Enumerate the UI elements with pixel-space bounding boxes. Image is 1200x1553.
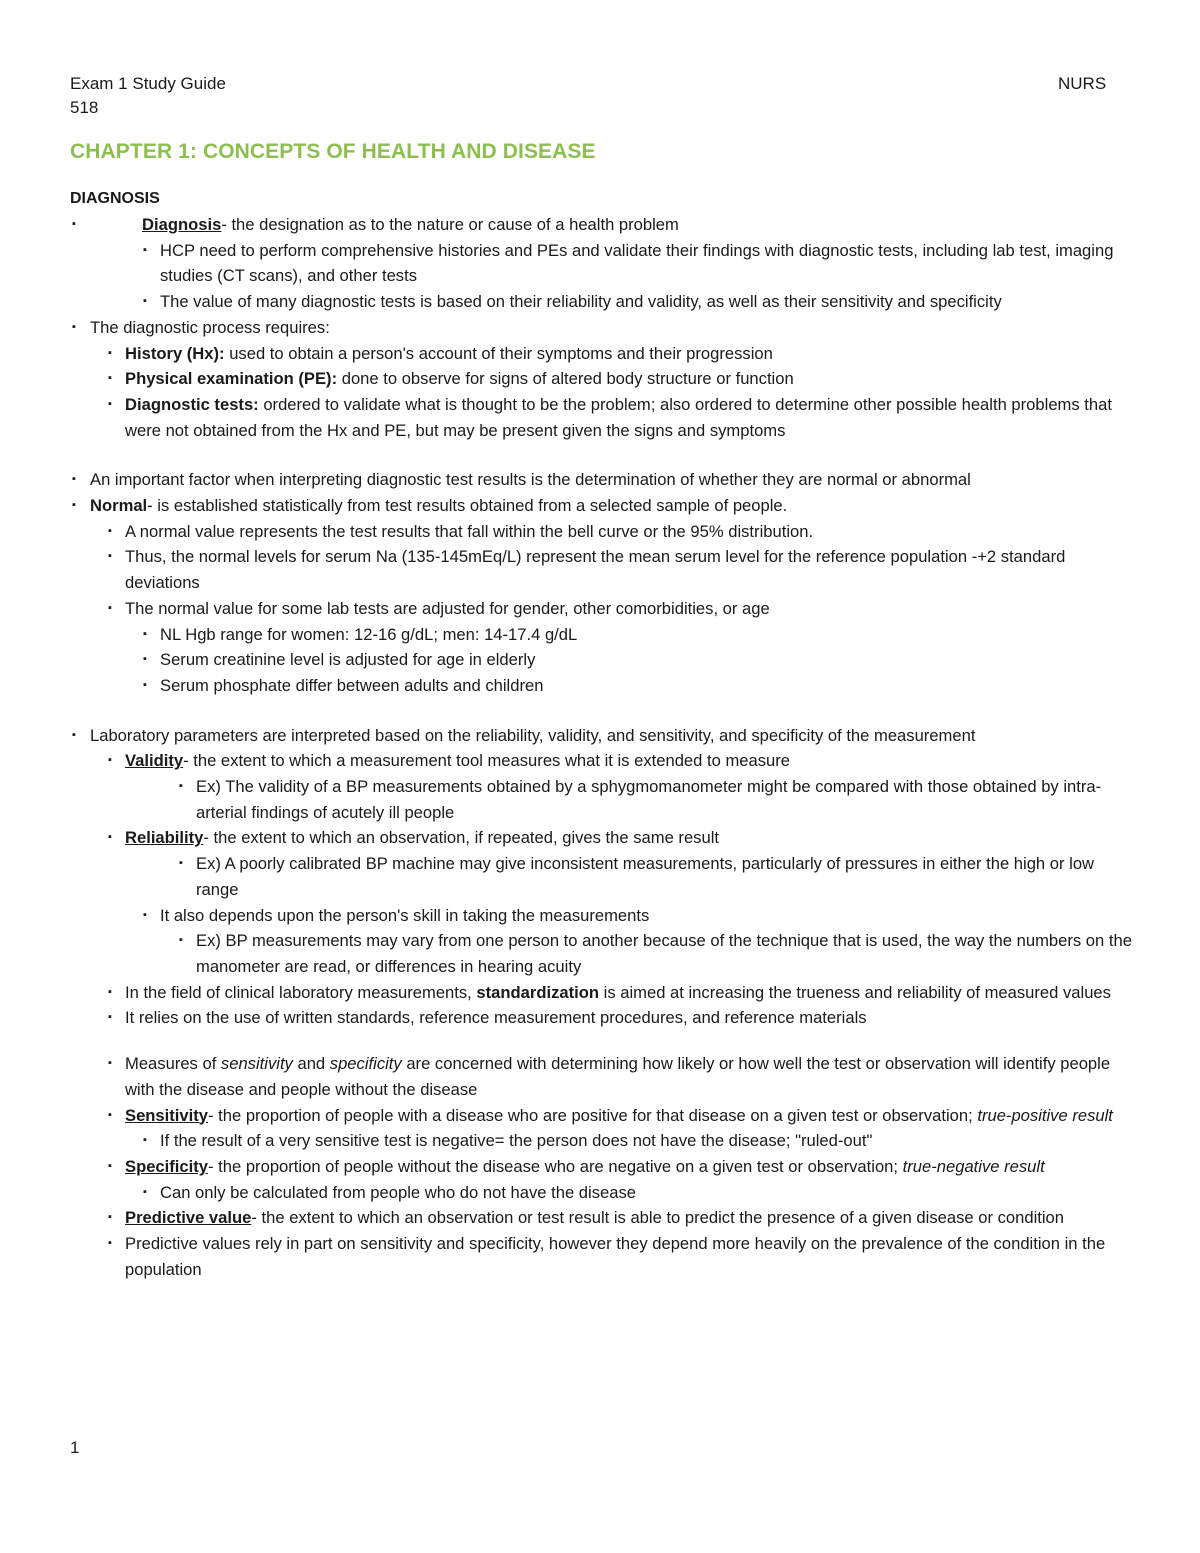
list-item: ▪ Predictive values rely in part on sensitivity and specificity, however they depend more heavily on the prevalence of the condition in the population	[70, 1231, 1132, 1282]
bullet: ▪	[108, 601, 112, 614]
list-item: ▪ Ex) A poorly calibrated BP machine may give inconsistent measurements, particularly of pressures in either the high or low range	[70, 851, 1132, 902]
term-diagnostic-tests: Diagnostic tests:	[125, 394, 259, 414]
list-item: ▪ Diagnostic tests: ordered to validate what is thought to be the problem; also ordered to determine other possible health problems that were not obtained from the Hx and PE, but may be present given the signs and symptoms	[70, 392, 1132, 443]
list-item: ▪ History (Hx): used to obtain a person's account of their symptoms and their progression	[70, 341, 1132, 367]
bullet: ▪	[72, 218, 76, 230]
list-item: ▪ Ex) The validity of a BP measurements obtained by a sphygmomanometer might be compared with those obtained by intra-arterial findings of acutely ill people	[70, 774, 1132, 825]
bullet: ▪	[108, 524, 112, 537]
notes-body	[70, 212, 1132, 1282]
bullet: ▪	[108, 1211, 112, 1224]
bullet: ▪	[72, 473, 76, 486]
bullet: ▪	[179, 780, 183, 793]
term-reliability: Reliability	[125, 828, 204, 848]
list-item-normal: ▪ Normal- is established statistically from test results obtained from a selected sample of people.	[70, 493, 1132, 519]
bullet: ▪	[143, 627, 147, 640]
bullet: ▪	[179, 857, 183, 870]
term-validity: Validity	[125, 751, 184, 771]
list-item-lab: ▪ Laboratory parameters are interpreted based on the reliability, validity, and sensitivity, and specificity of the measurement	[70, 723, 1132, 749]
list-item: ▪ Can only be calculated from people who do not have the disease	[70, 1180, 1132, 1206]
bullet: ▪	[72, 728, 76, 741]
bullet: ▪	[143, 908, 147, 921]
bullet: ▪	[108, 1237, 112, 1250]
header-course-number: 518	[70, 98, 99, 117]
term-physical-exam: Physical examination (PE):	[125, 369, 338, 389]
bullet: ▪	[108, 831, 112, 844]
list-item-specificity: ▪ Specificity- the proportion of people without the disease who are negative on a given test or observation; true-negative result	[70, 1154, 1132, 1180]
list-item-standardization: ▪ In the field of clinical laboratory measurements, standardization is aimed at increasing the trueness and reliability of measured values	[70, 980, 1132, 1006]
bullet: ▪	[108, 985, 112, 998]
bullet: ▪	[143, 295, 147, 308]
bullet: ▪	[143, 243, 147, 256]
term-normal: Normal	[90, 496, 148, 516]
bullet: ▪	[143, 653, 147, 666]
list-item-sensitivity: ▪ Sensitivity- the proportion of people with a disease who are positive for that disease on a given test or observation; true-positive result	[70, 1103, 1132, 1129]
list-item: ▪ Physical examination (PE): done to observe for signs of altered body structure or function	[70, 366, 1132, 392]
bullet: ▪	[108, 1159, 112, 1172]
bullet: ▪	[108, 754, 112, 767]
term-diagnosis: Diagnosis	[142, 215, 222, 234]
term-sensitivity: Sensitivity	[125, 1105, 209, 1125]
bullet: ▪	[108, 1057, 112, 1070]
list-item: ▪ It also depends upon the person's skill in taking the measurements	[70, 903, 1132, 929]
section-title: DIAGNOSIS	[70, 190, 160, 207]
list-item: ▪ It relies on the use of written standards, reference measurement procedures, and reference materials	[70, 1005, 1132, 1031]
bullet: ▪	[143, 1134, 147, 1147]
term-history: History (Hx):	[125, 343, 225, 363]
list-item-predictive: ▪ Predictive value- the extent to which an observation or test result is able to predict the presence of a given disease or condition	[70, 1205, 1132, 1231]
page-number: 1	[70, 1438, 80, 1457]
list-item: ▪ Thus, the normal levels for serum Na (135-145mEq/L) represent the mean serum level for the reference population -+2 standard deviations	[70, 544, 1132, 595]
list-item: ▪ The value of many diagnostic tests is based on their reliability and validity, as well as their sensitivity and specificity	[70, 289, 1132, 315]
term-predictive-value: Predictive value	[125, 1208, 252, 1228]
list-item: ▪ Serum creatinine level is adjusted for age in elderly	[70, 647, 1132, 673]
bullet: ▪	[72, 320, 76, 333]
list-item-measures: ▪ Measures of sensitivity and specificity are concerned with determining how likely or how well the test or observation will identify people with the disease and people without the disease	[70, 1051, 1132, 1102]
list-item: ▪ Ex) BP measurements may vary from one person to another because of the technique that is used, the way the numbers on the manometer are read, or differences in hearing acuity	[70, 928, 1132, 979]
list-item: ▪ An important factor when interpreting diagnostic test results is the determination of whether they are normal or abnormal	[70, 467, 1132, 493]
list-item: ▪ NL Hgb range for women: 12-16 g/dL; men: 14-17.4 g/dL	[70, 622, 1132, 648]
list-item: ▪ A normal value represents the test results that fall within the bell curve or the 95% distribution.	[70, 519, 1132, 545]
list-item-reliability: ▪ Reliability- the extent to which an observation, if repeated, gives the same result	[70, 825, 1132, 851]
list-item-validity: ▪ Validity- the extent to which a measurement tool measures what it is extended to measure	[70, 748, 1132, 774]
bullet: ▪	[108, 372, 112, 385]
bullet: ▪	[108, 1108, 112, 1121]
document-header	[70, 72, 226, 120]
term-specificity: Specificity	[125, 1156, 209, 1176]
bullet: ▪	[143, 1185, 147, 1198]
list-item: ▪ Serum phosphate differ between adults and children	[70, 673, 1132, 699]
bullet: ▪	[108, 397, 112, 410]
bullet: ▪	[108, 550, 112, 563]
bullet: ▪	[72, 499, 76, 512]
bullet: ▪	[108, 346, 112, 359]
bullet: ▪	[179, 934, 183, 947]
term-standardization: standardization	[476, 982, 600, 1002]
bullet: ▪	[108, 1011, 112, 1024]
diagnosis-definition: - the designation as to the nature or cause of a health problem	[221, 215, 679, 234]
list-item-process: ▪ The diagnostic process requires:	[70, 315, 1132, 341]
header-title: Exam 1 Study Guide	[70, 74, 226, 93]
list-item: ▪ If the result of a very sensitive test is negative= the person does not have the disease; "ruled-out"	[70, 1128, 1132, 1154]
list-item: ▪ The normal value for some lab tests are adjusted for gender, other comorbidities, or age	[70, 596, 1132, 622]
chapter-title: CHAPTER 1: CONCEPTS OF HEALTH AND DISEASE	[70, 140, 596, 163]
list-item: ▪ HCP need to perform comprehensive histories and PEs and validate their findings with diagnostic tests, including lab test, imaging studies (CT scans), and other tests	[70, 238, 1132, 289]
list-item-diagnosis	[70, 212, 1132, 238]
header-course: NURS	[1058, 74, 1107, 93]
bullet: ▪	[143, 678, 147, 691]
